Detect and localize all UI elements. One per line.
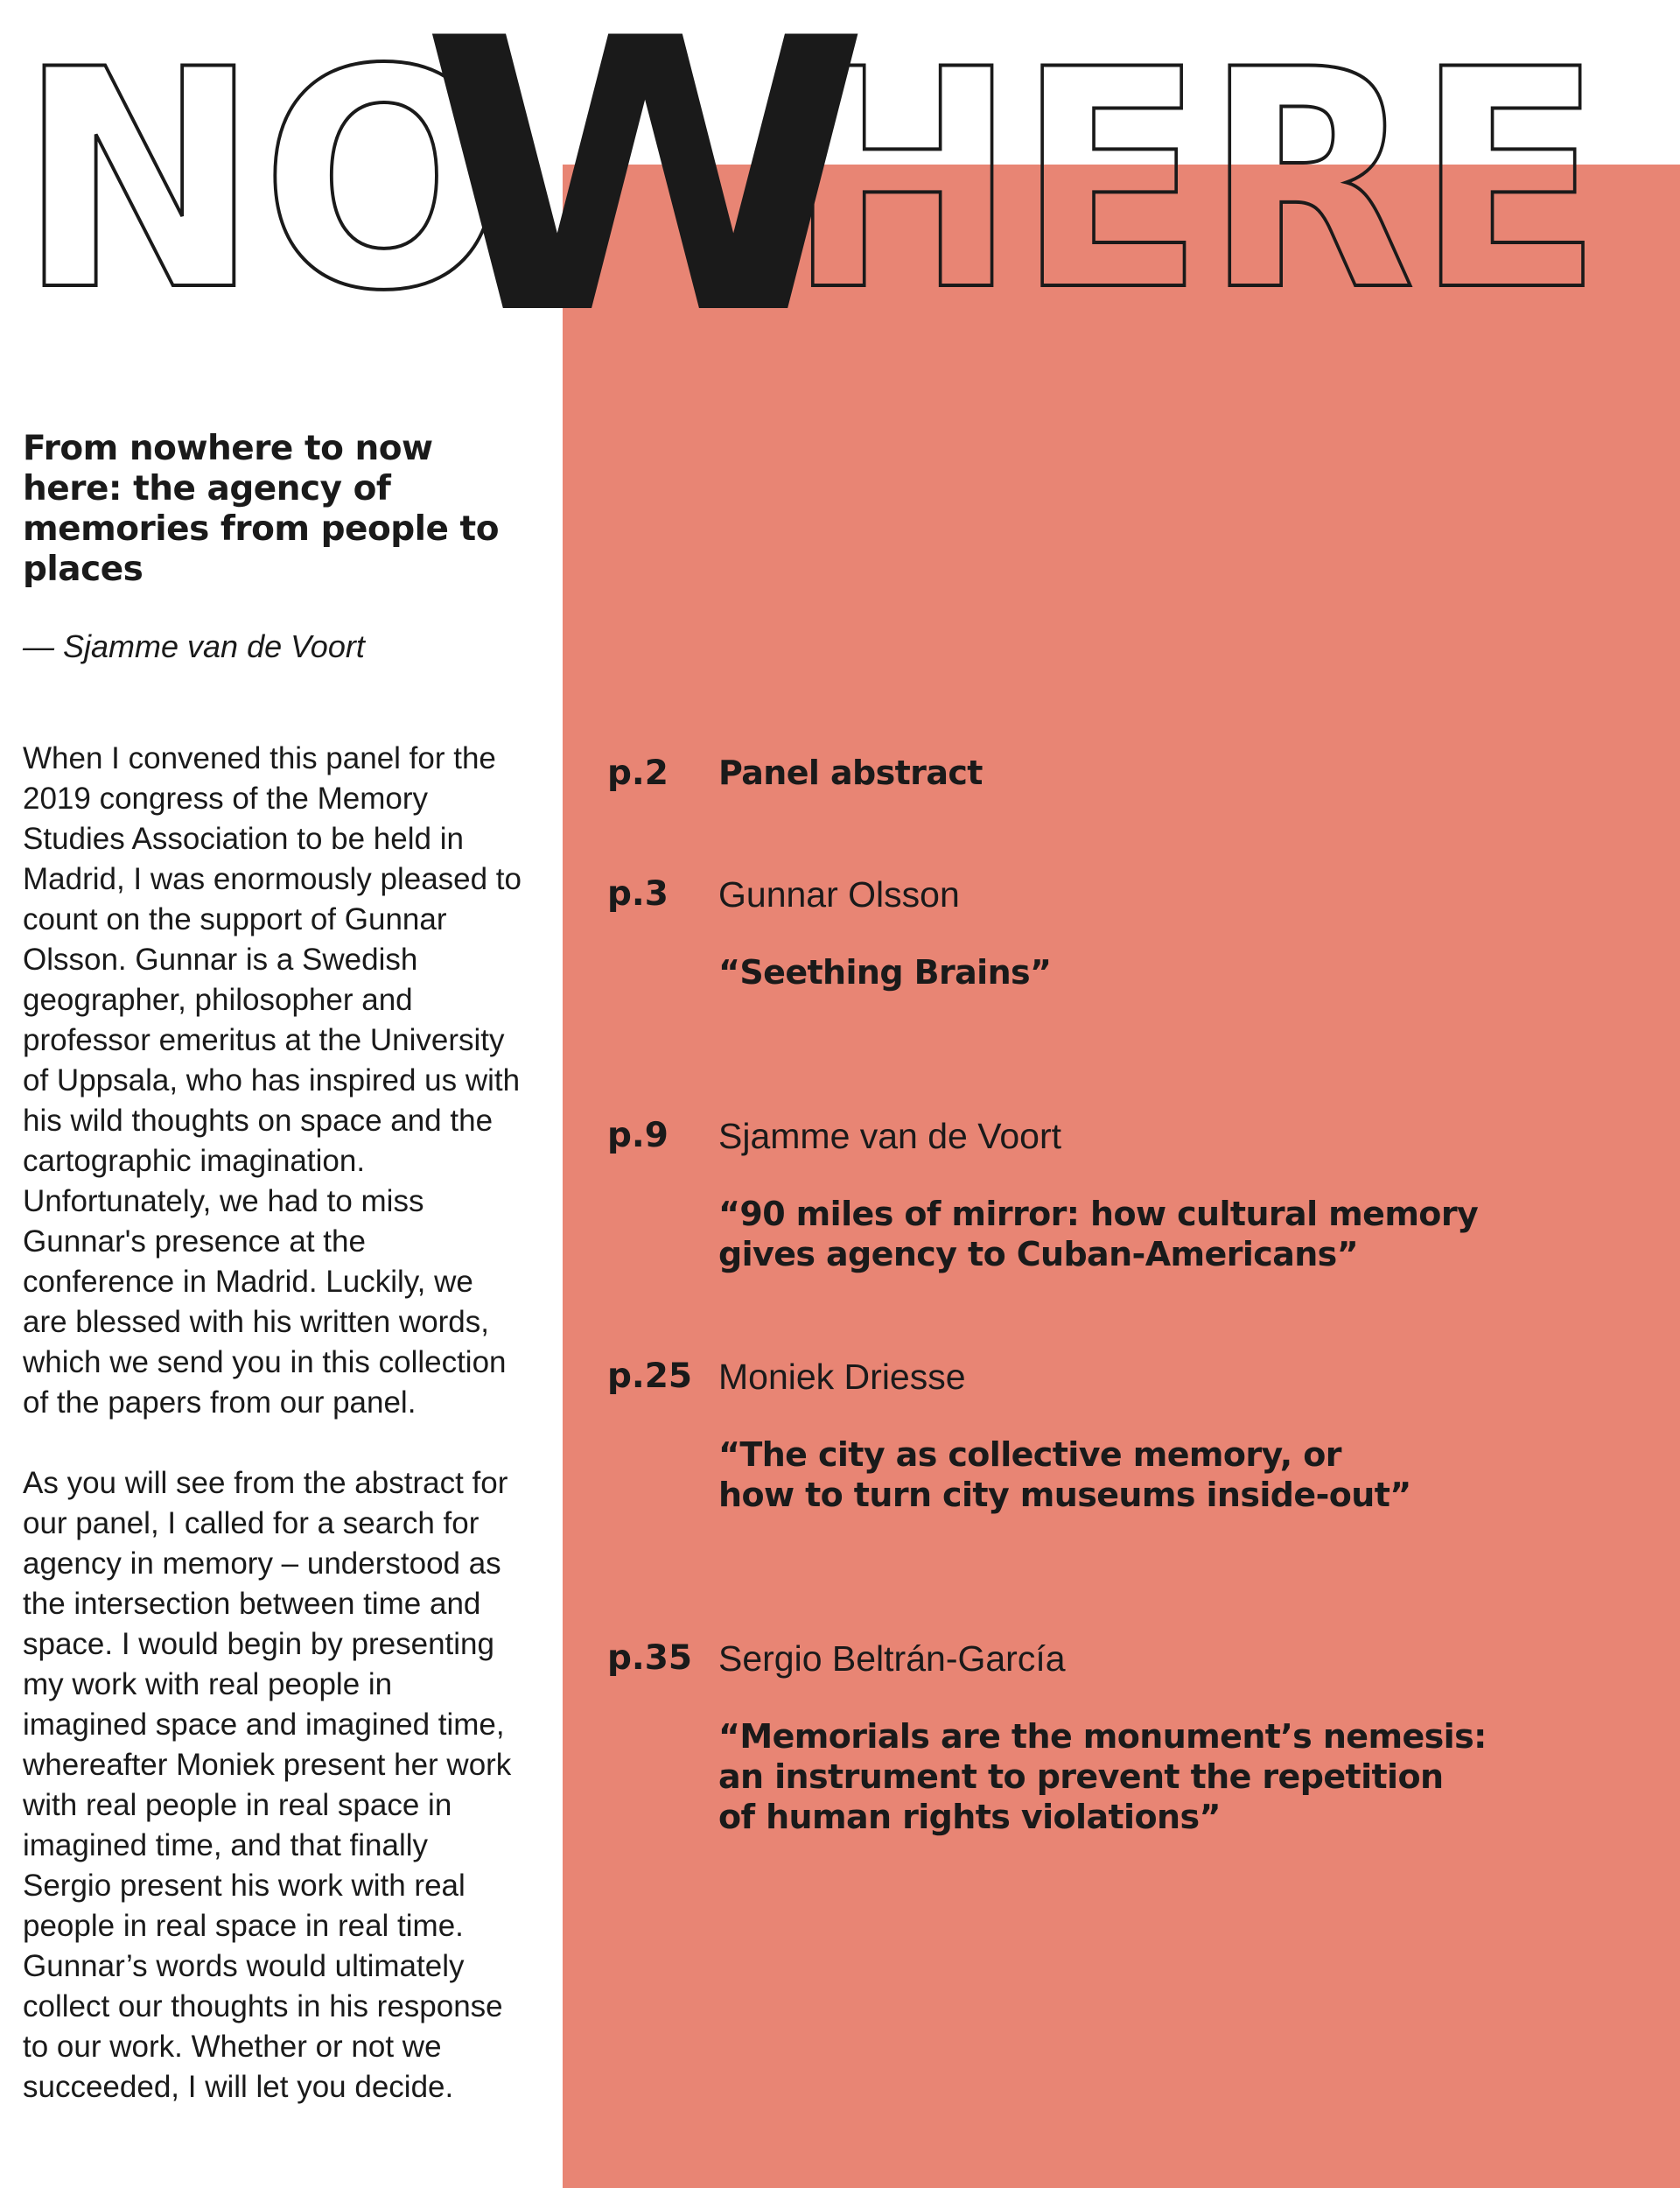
toc-page-number: p.25: [607, 1357, 693, 1396]
intro-paragraph: As you will see from the abstract for our panel, I called for a search for agency in memory – understood as the intersection between time and space. I would begin by presenting my work with real people in imagined space and imagined time, whereafter Moniek present her work with real people in real space in imagined time, and that finally Sergio present his work with real people in real space in real time. Gunnar’s words would ultimately collect our thoughts in his response to our work. Whether or not we succeeded, I will let you decide.: [23, 1466, 512, 2104]
toc-page-number: p.9: [607, 1116, 668, 1155]
masthead-wordmark: [0, 0, 1680, 333]
toc-title: “Seething Brains”: [718, 953, 1052, 992]
toc-author: Sergio Beltrán-García: [718, 1638, 1066, 1679]
toc-text: [718, 753, 1646, 793]
toc-author: Gunnar Olsson: [718, 874, 960, 915]
intro-column: [23, 429, 539, 2148]
toc-text: [718, 1637, 1646, 1837]
toc-page-number: p.3: [607, 874, 668, 914]
toc-author: Moniek Driesse: [718, 1357, 966, 1397]
intro-author: — Sjamme van de Voort: [23, 628, 365, 664]
toc-text: [718, 1115, 1646, 1274]
toc-title: Panel abstract: [718, 754, 983, 792]
intro-title: From nowhere to now here: the agency of memories from people to places: [23, 429, 499, 589]
intro-body: [23, 739, 539, 2107]
toc-title: “90 miles of mirror: how cultural memory gives agency to Cuban-Americans”: [718, 1195, 1479, 1273]
masthead-outline-right: HERE: [788, 6, 1603, 333]
toc-page-number: p.35: [607, 1638, 693, 1678]
toc-text: [718, 1356, 1646, 1515]
toc-text: [718, 873, 1646, 992]
toc-title: “Memorials are the monument’s nemesis: an instrument to prevent the repetition of human rights violations”: [718, 1717, 1487, 1836]
toc-title: “The city as collective memory, or how to turn city museums inside-out”: [718, 1435, 1411, 1514]
masthead-solid-letter: W: [420, 0, 871, 333]
masthead: [0, 0, 1680, 333]
toc-author: Sjamme van de Voort: [718, 1116, 1061, 1156]
toc-page-number: p.2: [607, 754, 668, 793]
masthead-outline-left: NO: [18, 6, 508, 333]
intro-paragraph: When I convened this panel for the 2019 congress of the Memory Studies Association to be held in Madrid, I was enormously pleased to count on the support of Gunnar Olsson. Gunnar is a Swedish geographer, philosopher and professor emeritus at the University of Uppsala, who has inspired us with his wild thoughts on space and the cartographic imagination. Unfortunately, we had to miss Gunnar's presence at the conference in Madrid. Luckily, we are blessed with his written words, which we send you in this collection of the papers from our panel.: [23, 741, 522, 1420]
